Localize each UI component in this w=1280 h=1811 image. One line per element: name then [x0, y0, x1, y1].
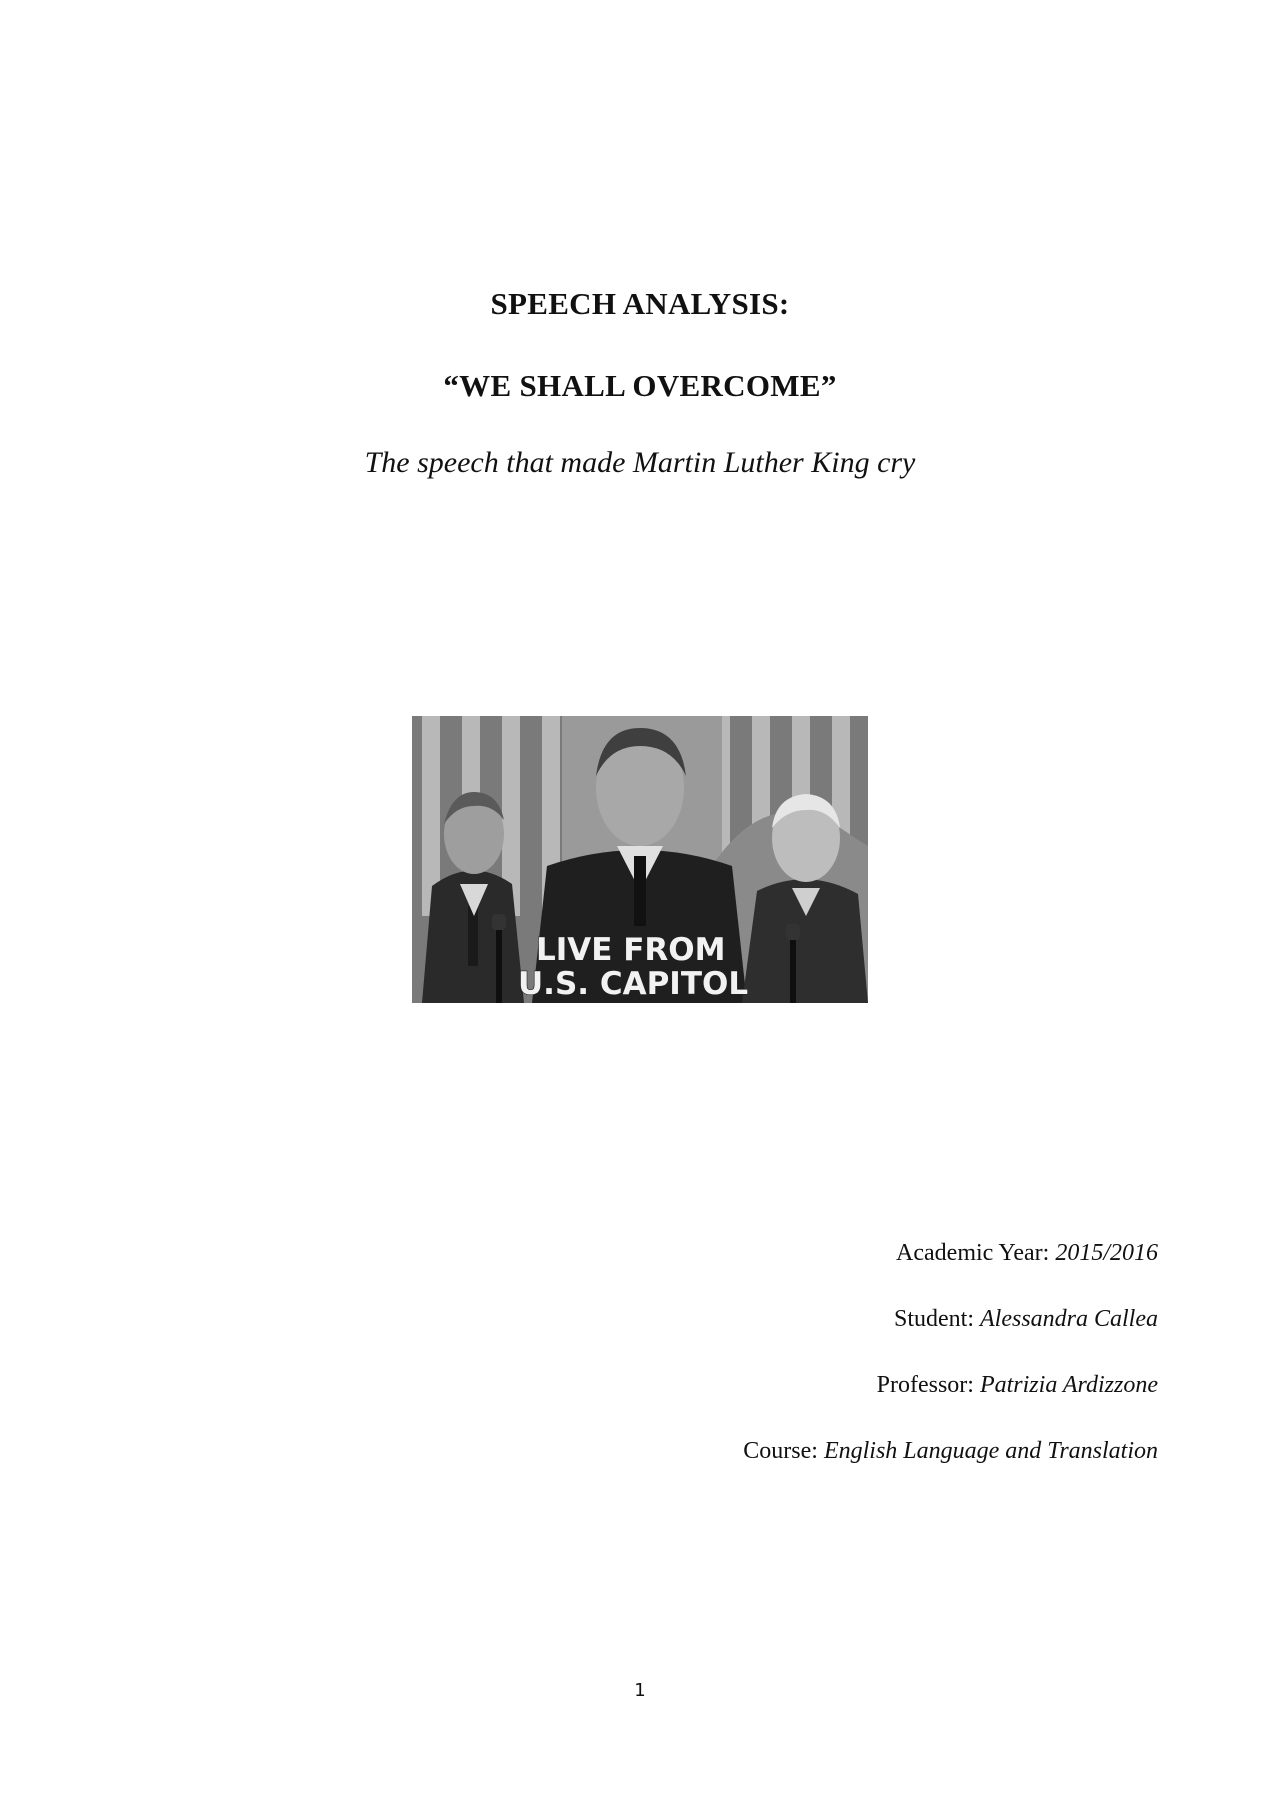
professor-value: Patrizia Ardizzone [979, 1372, 1158, 1398]
course-label: Course: [743, 1438, 824, 1464]
student-label: Student: [893, 1306, 980, 1332]
academic-year-label: Academic Year: [896, 1240, 1056, 1266]
document-title: SPEECH ANALYSIS: [490, 286, 790, 321]
student-line [894, 1306, 1158, 1333]
academic-year-line [896, 1240, 1158, 1267]
speech-photo [412, 716, 868, 1003]
professor-line [877, 1372, 1158, 1399]
professor-label: Professor: [876, 1372, 980, 1398]
academic-year-value: 2015/2016 [1055, 1240, 1158, 1266]
photo-caption-line1: LIVE FROM [536, 932, 726, 968]
page-number: 1 [634, 1680, 646, 1701]
student-value: Alessandra Callea [980, 1306, 1158, 1332]
photo-caption-line2: U.S. CAPITOL [518, 966, 749, 1002]
speech-title: “WE SHALL OVERCOME” [443, 368, 837, 403]
document-subtitle: The speech that made Martin Luther King cry [364, 446, 916, 479]
course-line [743, 1438, 1158, 1465]
course-value: English Language and Translation [823, 1438, 1158, 1464]
